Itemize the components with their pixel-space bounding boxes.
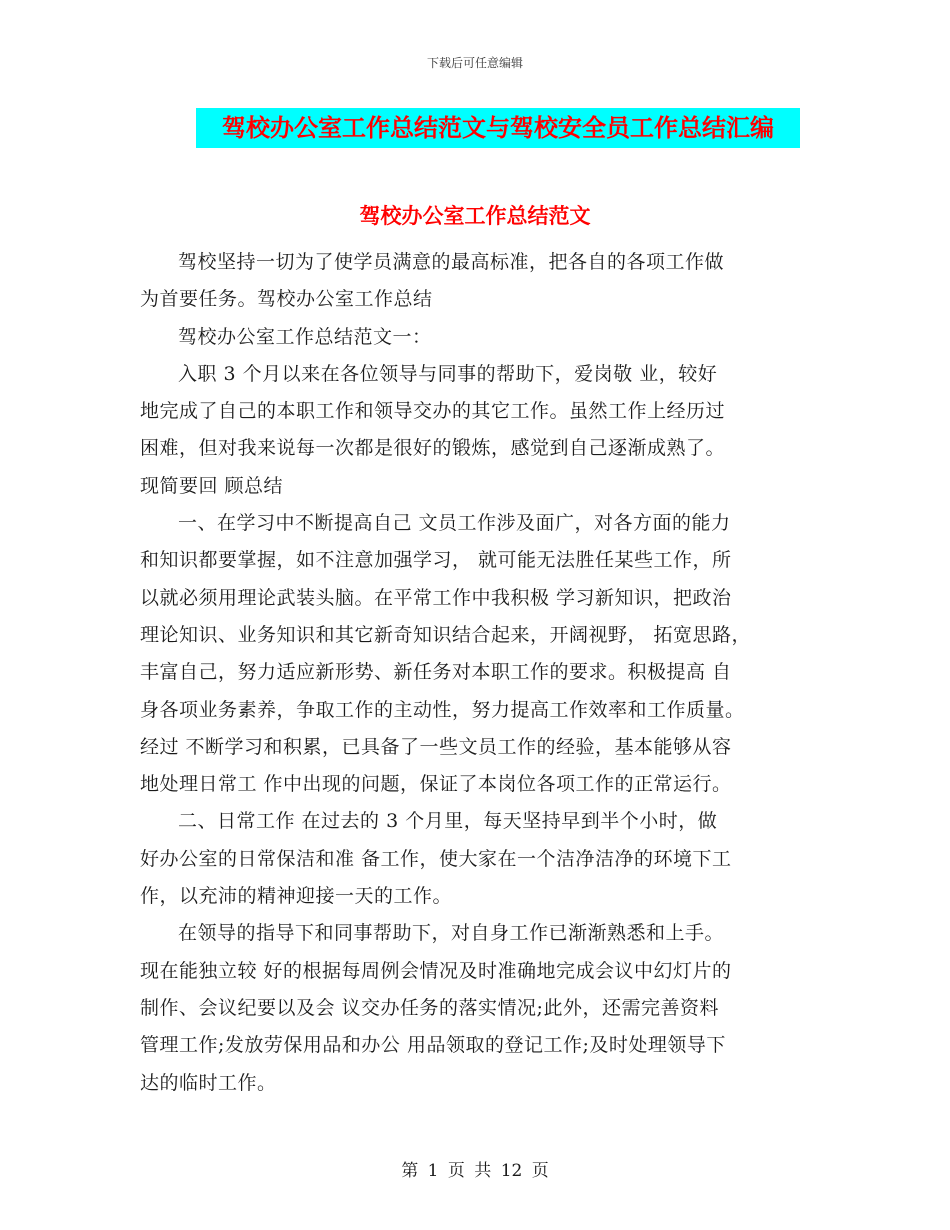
text-line: 一、在学习中不断提高自己 文员工作涉及面广，对各方面的能力: [178, 512, 731, 535]
text-line: 为首要任务。驾校办公室工作总结: [140, 288, 433, 311]
text-line: 入职 3 个月以来在各位领导与同事的帮助下，爱岗敬 业，较好: [178, 362, 718, 385]
main-title: 驾校办公室工作总结范文与驾校安全员工作总结汇编: [196, 108, 800, 148]
text-line: 现在能独立较 好的根据每周例会情况及时准确地完成会议中幻灯片的: [140, 959, 732, 982]
page-number: 第 1 页 共 12 页: [401, 1161, 549, 1181]
text-line: 和知识都要掌握，如不注意加强学习， 就可能无法胜任某些工作，所: [140, 549, 732, 572]
text-line: 现简要回 顾总结: [140, 474, 284, 497]
text-line: 驾校办公室工作总结范文一：: [178, 325, 432, 348]
text-line: 地处理日常工 作中出现的问题，保证了本岗位各项工作的正常运行。: [140, 773, 732, 796]
text-line: 身各项业务素养，争取工作的主动性，努力提高工作效率和工作质量。: [140, 698, 745, 721]
body-text: [140, 244, 812, 1102]
text-line: 地完成了自己的本职工作和领导交办的其它工作。虽然工作上经历过: [140, 400, 726, 423]
text-line: 丰富自己，努力适应新形势、新任务对本职工作的要求。积极提高 自: [140, 661, 732, 684]
text-line: 达的临时工作。: [140, 1071, 277, 1094]
text-line: 经过 不断学习和积累，已具备了一些文员工作的经验，基本能够从容: [140, 735, 732, 758]
text-line: 困难，但对我来说每一次都是很好的锻炼，感觉到自己逐渐成熟了。: [140, 437, 726, 460]
text-line: 管理工作;发放劳保用品和办公 用品领取的登记工作;及时处理领导下: [140, 1034, 726, 1057]
text-line: 作，以充沛的精神迎接一天的工作。: [140, 885, 453, 908]
text-line: 驾校坚持一切为了使学员满意的最高标准，把各自的各项工作做: [178, 251, 725, 273]
text-line: 以就必须用理论武装头脑。在平常工作中我积极 学习新知识，把政治: [140, 586, 732, 609]
text-line: 在领导的指导下和同事帮助下，对自身工作已渐渐熟悉和上手。: [178, 922, 725, 945]
text-line: 制作、会议纪要以及会 议交办任务的落实情况;此外，还需完善资料: [140, 996, 719, 1019]
text-line: 好办公室的日常保洁和准 备工作，使大家在一个洁净洁净的环境下工: [140, 847, 732, 870]
header-note: 下载后可任意编辑: [426, 56, 523, 70]
text-line: 理论知识、业务知识和其它新奇知识结合起来，开阔视野， 拓宽思路，: [140, 623, 752, 646]
section-title: 驾校办公室工作总结范文: [359, 204, 591, 228]
text-line: 二、日常工作 在过去的 3 个月里，每天坚持早到半个小时，做: [178, 810, 718, 833]
